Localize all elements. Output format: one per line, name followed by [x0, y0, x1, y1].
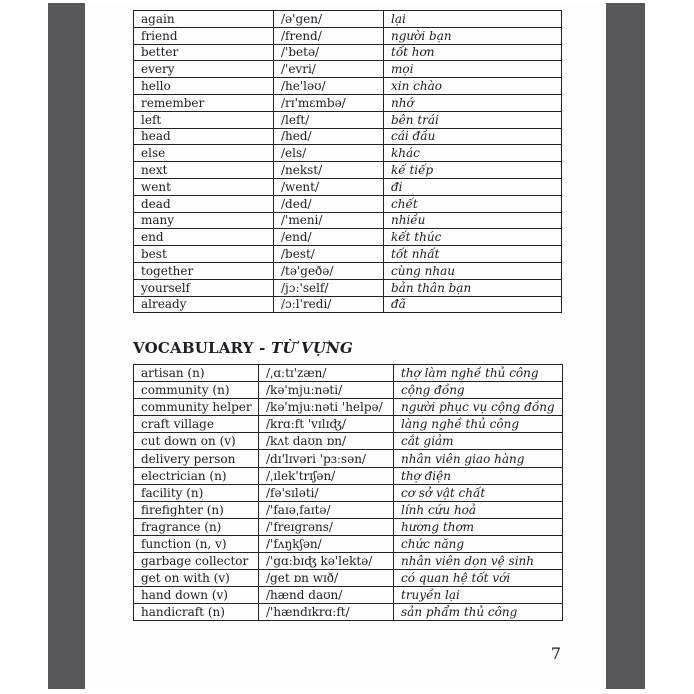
ipa-cell: /kə'mjuːnəti 'helpə/ [259, 399, 394, 416]
ipa-cell: /frend/ [274, 27, 384, 44]
meaning-cell: bản thân bạn [384, 279, 562, 296]
ipa-cell: /kʌt daʊn ɒn/ [259, 433, 394, 450]
table-row [134, 128, 562, 145]
table-row [134, 178, 562, 195]
table-row [134, 44, 562, 61]
table-row [134, 382, 563, 399]
table-row [134, 111, 562, 128]
table-row [134, 212, 562, 229]
ipa-cell: /'evri/ [274, 61, 384, 78]
word-cell: yourself [134, 279, 274, 296]
word-cell: facility (n) [134, 484, 259, 501]
word-cell: delivery person [134, 450, 259, 467]
word-cell: friend [134, 27, 274, 44]
table-row [134, 399, 563, 416]
meaning-cell: nhớ [384, 94, 562, 111]
table-row [134, 501, 563, 518]
word-cell: community (n) [134, 382, 259, 399]
ipa-cell: /ded/ [274, 195, 384, 212]
word-cell: hand down (v) [134, 587, 259, 604]
ipa-cell: /'fʌŋkʃən/ [259, 535, 394, 552]
ipa-cell: /ˌɪlek'trɪʃən/ [259, 467, 394, 484]
table-row [134, 61, 562, 78]
ipa-cell: /'betə/ [274, 44, 384, 61]
word-cell: firefighter (n) [134, 501, 259, 518]
vocab-table-basic-words [133, 10, 562, 313]
word-cell: handicraft (n) [134, 604, 259, 621]
word-cell: electrician (n) [134, 467, 259, 484]
meaning-cell: mọi [384, 61, 562, 78]
table-row [134, 484, 563, 501]
section-heading [133, 339, 353, 357]
table-row [134, 11, 562, 28]
table-row [134, 162, 562, 179]
table-row [134, 365, 563, 382]
meaning-cell: hương thơm [394, 518, 563, 535]
table-row [134, 518, 563, 535]
table-row [134, 279, 562, 296]
meaning-cell: tốt hơn [384, 44, 562, 61]
meaning-cell: cơ sở vật chất [394, 484, 563, 501]
word-cell: every [134, 61, 274, 78]
word-cell: else [134, 145, 274, 162]
ipa-cell: /best/ [274, 246, 384, 263]
ipa-cell: /hænd daʊn/ [259, 587, 394, 604]
ipa-cell: /krɑːft 'vɪlɪʤ/ [259, 416, 394, 433]
ipa-cell: /ɔːl'redi/ [274, 296, 384, 313]
ipa-cell: /ˌɑːtɪ'zæn/ [259, 365, 394, 382]
meaning-cell: thợ làm nghề thủ công [394, 365, 563, 382]
ipa-cell: /dɪ'lɪvəri 'pɜːsən/ [259, 450, 394, 467]
ipa-cell: /rɪ'mɛmbə/ [274, 94, 384, 111]
meaning-cell: tốt nhất [384, 246, 562, 263]
table-row [134, 94, 562, 111]
table-row [134, 195, 562, 212]
table-row [134, 296, 562, 313]
meaning-cell: cái đầu [384, 128, 562, 145]
section-heading-vi: TỪ VỰNG [270, 339, 354, 357]
table-row [134, 604, 563, 621]
meaning-cell: thợ điện [394, 467, 563, 484]
ipa-cell: /fə'sɪləti/ [259, 484, 394, 501]
meaning-cell: kết thúc [384, 229, 562, 246]
ipa-cell: /he'ləʊ/ [274, 78, 384, 95]
page-number: 7 [550, 644, 561, 663]
ipa-cell: /'gɑːbɪʤ kə'lektə/ [259, 553, 394, 570]
meaning-cell: kế tiếp [384, 162, 562, 179]
table-row [134, 78, 562, 95]
word-cell: next [134, 162, 274, 179]
word-cell: community helper [134, 399, 259, 416]
word-cell: head [134, 128, 274, 145]
vocab-table-unit-words [133, 364, 563, 621]
meaning-cell: truyền lại [394, 587, 563, 604]
meaning-cell: người phục vụ cộng đồng [394, 399, 563, 416]
meaning-cell: nhân viên dọn vệ sinh [394, 553, 563, 570]
word-cell: many [134, 212, 274, 229]
word-cell: craft village [134, 416, 259, 433]
word-cell: again [134, 11, 274, 28]
ipa-cell: /els/ [274, 145, 384, 162]
ipa-cell: /hed/ [274, 128, 384, 145]
ipa-cell: /jɔː'self/ [274, 279, 384, 296]
word-cell: left [134, 111, 274, 128]
word-cell: remember [134, 94, 274, 111]
word-cell: better [134, 44, 274, 61]
meaning-cell: chết [384, 195, 562, 212]
word-cell: artisan (n) [134, 365, 259, 382]
meaning-cell: có quan hệ tốt với [394, 570, 563, 587]
word-cell: dead [134, 195, 274, 212]
meaning-cell: nhân viên giao hàng [394, 450, 563, 467]
ipa-cell: /get ɒn wɪð/ [259, 570, 394, 587]
meaning-cell: cộng đồng [394, 382, 563, 399]
meaning-cell: nhiều [384, 212, 562, 229]
meaning-cell: lại [384, 11, 562, 28]
meaning-cell: người bạn [384, 27, 562, 44]
book-page [85, 3, 606, 689]
ipa-cell: /end/ [274, 229, 384, 246]
word-cell: together [134, 262, 274, 279]
meaning-cell: chức năng [394, 535, 563, 552]
section-heading-en: VOCABULARY - [133, 339, 271, 357]
word-cell: best [134, 246, 274, 263]
meaning-cell: sản phẩm thủ công [394, 604, 563, 621]
word-cell: get on with (v) [134, 570, 259, 587]
table-row [134, 535, 563, 552]
table-row [134, 467, 563, 484]
table-row [134, 246, 562, 263]
table-row [134, 587, 563, 604]
meaning-cell: đi [384, 178, 562, 195]
table-row [134, 433, 563, 450]
meaning-cell: xin chào [384, 78, 562, 95]
word-cell: function (n, v) [134, 535, 259, 552]
ipa-cell: /nekst/ [274, 162, 384, 179]
meaning-cell: khác [384, 145, 562, 162]
ipa-cell: /left/ [274, 111, 384, 128]
meaning-cell: lính cứu hoả [394, 501, 563, 518]
word-cell: end [134, 229, 274, 246]
table-row [134, 262, 562, 279]
meaning-cell: bên trái [384, 111, 562, 128]
word-cell: already [134, 296, 274, 313]
ipa-cell: /ə'gen/ [274, 11, 384, 28]
ipa-cell: /'hændɪkrɑːft/ [259, 604, 394, 621]
ipa-cell: /kə'mjuːnəti/ [259, 382, 394, 399]
table-row [134, 553, 563, 570]
book-photo-background [48, 3, 645, 689]
table-row [134, 416, 563, 433]
ipa-cell: /'faɪəˌfaɪtə/ [259, 501, 394, 518]
word-cell: hello [134, 78, 274, 95]
table-row [134, 450, 563, 467]
word-cell: fragrance (n) [134, 518, 259, 535]
table-row [134, 27, 562, 44]
word-cell: garbage collector [134, 553, 259, 570]
meaning-cell: đã [384, 296, 562, 313]
word-cell: went [134, 178, 274, 195]
meaning-cell: làng nghề thủ công [394, 416, 563, 433]
table-row [134, 145, 562, 162]
ipa-cell: /'meni/ [274, 212, 384, 229]
ipa-cell: /tə'geðə/ [274, 262, 384, 279]
ipa-cell: /'freɪgrəns/ [259, 518, 394, 535]
meaning-cell: cùng nhau [384, 262, 562, 279]
table-row [134, 570, 563, 587]
word-cell: cut down on (v) [134, 433, 259, 450]
table-row [134, 229, 562, 246]
ipa-cell: /went/ [274, 178, 384, 195]
meaning-cell: cắt giảm [394, 433, 563, 450]
